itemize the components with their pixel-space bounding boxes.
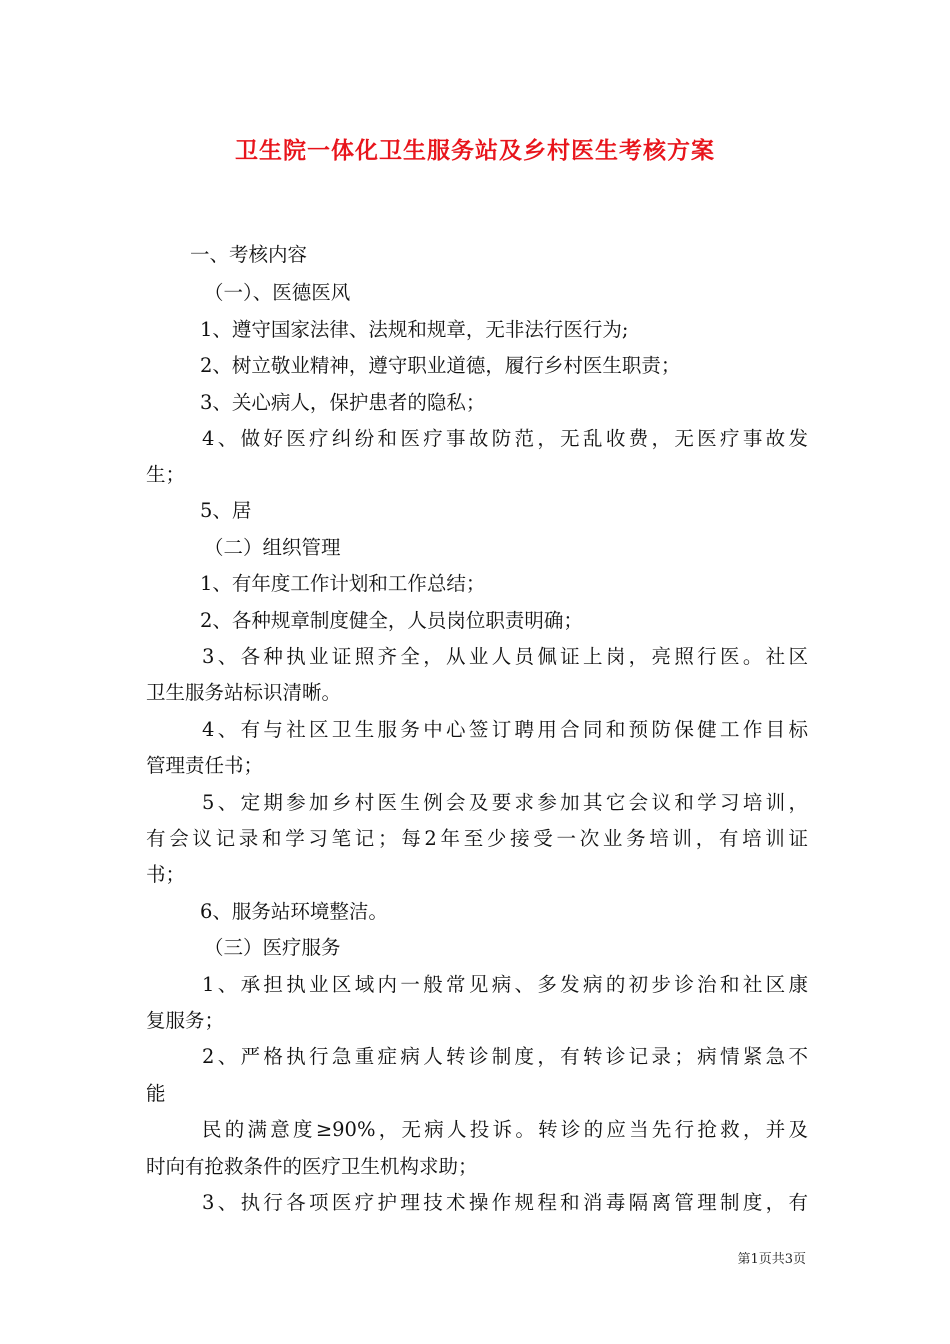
paragraph-line: 能: [146, 1082, 166, 1105]
paragraph-line: 1、承担执业区域内一般常见病、多发病的初步诊治和社区康: [202, 973, 808, 996]
paragraph-line: 6、服务站环境整洁。: [200, 900, 388, 923]
paragraph-line: 书；: [146, 863, 186, 886]
paragraph-line: 3、各种执业证照齐全，从业人员佩证上岗，亮照行医。社区: [202, 645, 808, 668]
paragraph-line: 有会议记录和学习笔记；每2年至少接受一次业务培训，有培训证: [146, 827, 808, 850]
paragraph-line: 生；: [146, 463, 186, 486]
paragraph-line: 时向有抢救条件的医疗卫生机构求助；: [146, 1155, 478, 1178]
paragraph-line: 2、严格执行急重症病人转诊制度，有转诊记录；病情紧急不: [202, 1045, 808, 1068]
paragraph-line: 5、居: [200, 499, 252, 522]
paragraph-line: 2、树立敬业精神，遵守职业道德，履行乡村医生职责；: [200, 354, 681, 377]
paragraph-line: 复服务；: [146, 1009, 225, 1032]
subsection-heading: （三）医疗服务: [204, 936, 341, 959]
paragraph-line: 卫生服务站标识清晰。: [146, 681, 342, 704]
subsection-heading: （二）组织管理: [204, 536, 341, 559]
paragraph-line: 2、各种规章制度健全，人员岗位职责明确；: [200, 609, 583, 632]
paragraph-line: 5、定期参加乡村医生例会及要求参加其它会议和学习培训，: [202, 791, 808, 814]
paragraph-line: 3、关心病人，保护患者的隐私；: [200, 391, 486, 414]
page-number-footer: 第1页共3页: [737, 1252, 806, 1267]
paragraph-line: 1、有年度工作计划和工作总结；: [200, 572, 486, 595]
section-heading: 一、考核内容: [190, 243, 308, 266]
paragraph-line: 1、遵守国家法律、法规和规章，无非法行医行为;: [200, 318, 629, 341]
paragraph-line: 民的满意度≥90%，无病人投诉。转诊的应当先行抢救，并及: [202, 1118, 808, 1141]
paragraph-line: 4、有与社区卫生服务中心签订聘用合同和预防保健工作目标: [202, 718, 808, 741]
paragraph-line: 3、执行各项医疗护理技术操作规程和消毒隔离管理制度，有: [202, 1191, 808, 1214]
subsection-heading: （一）、医德医风: [204, 281, 351, 304]
paragraph-line: 管理责任书；: [146, 754, 264, 777]
paragraph-line: 4、做好医疗纠纷和医疗事故防范，无乱收费，无医疗事故发: [202, 427, 808, 450]
document-title: 卫生院一体化卫生服务站及乡村医生考核方案: [235, 137, 715, 164]
